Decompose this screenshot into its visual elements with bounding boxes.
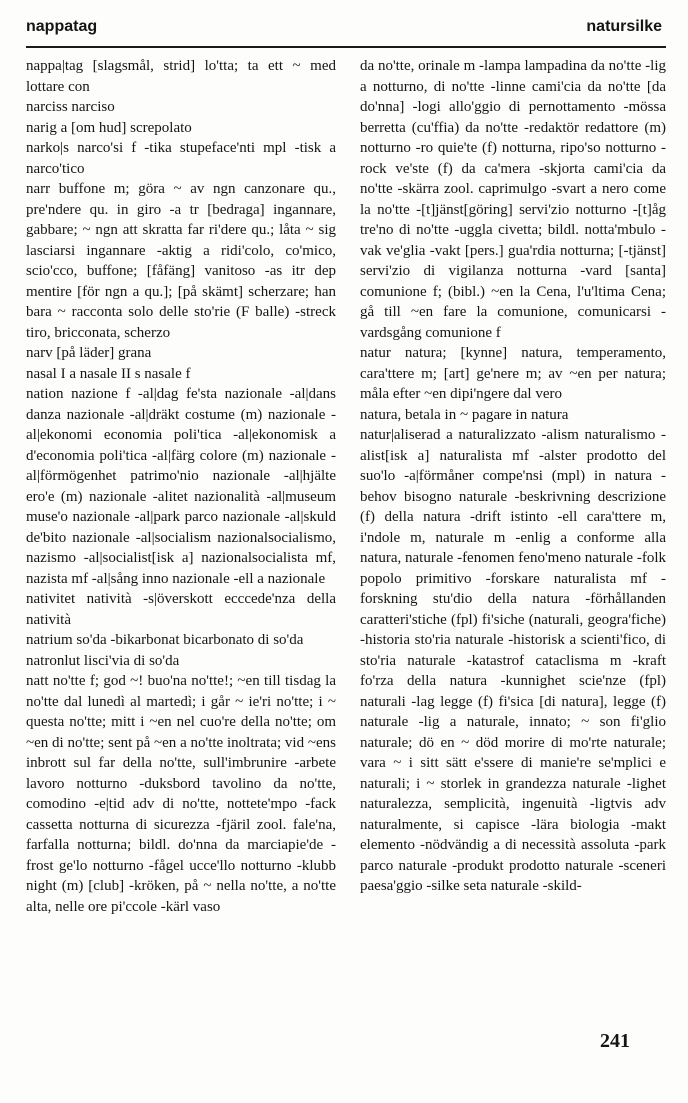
left-column — [26, 56, 336, 917]
entry-natt-continued: da no'tte, orinale m -lampa lampadina da no'tte -lig a notturno, di no'tte -linne cami'cia da no'tte [da do'nna] -logi allo'ggio di pernottamento -mössa berretta (cu'ffia) da no'tte -redaktör redattore (m) notturno -ro quie'te (f) notturna, ripo'so notturno -rock ve'ste (f) da ca'mera -skjorta cami'cia da no'tte -skärra zool. caprimulgo -svart a nero come la no'tte -[t]jänst[göring] servi'zio notturno -[t]åg tre'no di no'tte -uggla civetta; bildl. notta'mbulo -vak ve'glia -vakt [pers.] gua'rdia notturna; [-tjänst] servi'zio di vigilanza notturna -vard [santa] comunione f; (bibl.) ~en la Cena, l'u'ltima Cena; gå till ~en fare la comunione, comunicarsi -vardsgång comunione f — [360, 58, 666, 341]
entry-narkos: narko|s narco'si f -tika stupeface'nti mpl -tisk a narco'tico — [26, 140, 336, 177]
entry-natronlut: natronlut lisci'via di so'da — [26, 652, 180, 669]
entry-natt: natt no'tte f; god ~! buo'na no'tte!; ~en till tisdag la no'tte dal lunedì al martedì; i går ~ ie'ri no'tte; i ~ questa no'tte; mitt i ~en nel cuo're della no'tte; om ~en di no'tte; sent på ~en a no'tte inoltrata; vid ~ens inbrott sul far della no'tte, sull'imbrunire -arbete lavoro notturno -duksbord tavolino da no'tte, comodino -e|tid adv di no'tte, nottete'mpo -fack cassetta notturna di sicurezza -fjäril zool. fale'na, farfalla notturna; bildl. do'nna da marciapie'de -frost ge'lo notturno -fågel ucce'llo notturno -klubb night (m) [club] -kröken, på ~ nella no'tte, a no'tte alta, nelle ore pi'ccole -kärl vaso — [26, 673, 336, 915]
entry-naturaliserad: natur|aliserad a naturalizzato -alism naturalismo -alist[isk a] naturalista mf -alster prodotto del suo'lo -a|förmåner compe'nsi (mpl) in natura -behov bisogno naturale -beskrivning descrizione (f) della natura -drift istinto -ell cara'ttere m, i'ndole m, naturale m -enlig a conforme alla natura, naturale -fenomen feno'meno naturale -folk popolo primitivo -forskare naturalista mf -forskning stu'dio della natura -förhållanden caratteri'stiche (fpl) fi'siche (naturali, geogra'fiche) -historia sto'ria naturale -historisk a scienti'fico, di sto'ria naturale -katastrof cataclisma m -kraft fo'rza della natura -kunnighet scie'nze (fpl) naturali -lag legge (f) fi'sica [di natura], legge (f) naturale -lig a naturale, innato; ~ son fi'glio naturale; dö en ~ död morire di mo'rte naturale; vara ~ i sitt sätt e'ssere di manie're se'mplici e naturali; i ~ storlek in grandezza naturale -lighet naturalezza, semplicità, ingenuità -ligtvis adv naturalmente, si capisce -lära biologia -makt elemento -nödvändig a di necessità assoluta -park parco naturale -produkt prodotto naturale -sceneri paesa'ggio -silke seta naturale -skild- — [360, 427, 666, 894]
entry-natrium: natrium so'da -bikarbonat bicarbonato di so'da — [26, 632, 304, 648]
page-number: 241 — [600, 1030, 630, 1052]
entry-nation: nation nazione f -al|dag fe'sta nazionale -al|dans danza nazionale -al|dräkt costume (m) nazionale -al|ekonomi economia poli'tica -al|ekonomisk a d'economia poli'tica -al|färg colore (m) nazionale -al|förmögenhet patrimo'nio nazionale -al|hjälte ero'e (m) nazionale -alitet nazionalità -al|museum muse'o nazionale -al|park parco nazionale -al|skuld de'bito nazionale -al|socialism nazionalsocialismo, nazismo -al|socialist[isk a] nazionalsocialista mf, nazista mf -al|sång inno nazionale -ell a nazionale — [26, 386, 336, 587]
entry-narv: narv [på läder] grana — [26, 345, 152, 361]
entry-natura: natura, betala in ~ pagare in natura — [360, 406, 569, 423]
entry-narig: narig a [om hud] screpolato — [26, 119, 192, 136]
header-rule — [26, 46, 666, 48]
right-column — [360, 56, 666, 897]
entry-nappatag: nappa|tag [slagsmål, strid] lo'tta; ta ett ~ med lottare con — [26, 58, 336, 95]
entry-narr: narr buffone m; göra ~ av ngn canzonare qu., pre'ndere qu. in giro -a tr [bedraga] ingannare, gabbare; ~ ngn att skratta far ri'dere qu.; låta ~ sig lasciarsi ingannare -aktig a ridi'colo, co'mico, scio'cco, buffone; [fåfäng] vanitoso -as itr dep mentire [för ngn a qu.]; [på skämt] scherzare; han bara ~ racconta solo delle sto'rie (F balle) -streck tiro, bricconata, scherzo — [26, 181, 336, 341]
entry-narciss: narciss narciso — [26, 99, 115, 115]
header-left-guideword: nappatag — [26, 18, 98, 35]
entry-nativitet: nativitet natività -s|överskott ecccede'nza della natività — [26, 591, 336, 628]
header-right-guideword: natursilke — [586, 18, 662, 35]
entry-nasal: nasal I a nasale II s nasale f — [26, 365, 191, 382]
entry-natur: natur natura; [kynne] natura, temperamento, cara'ttere m; [art] ge'nere m; av ~en per natura; måla efter ~en dipi'ngere dal vero — [360, 345, 666, 402]
